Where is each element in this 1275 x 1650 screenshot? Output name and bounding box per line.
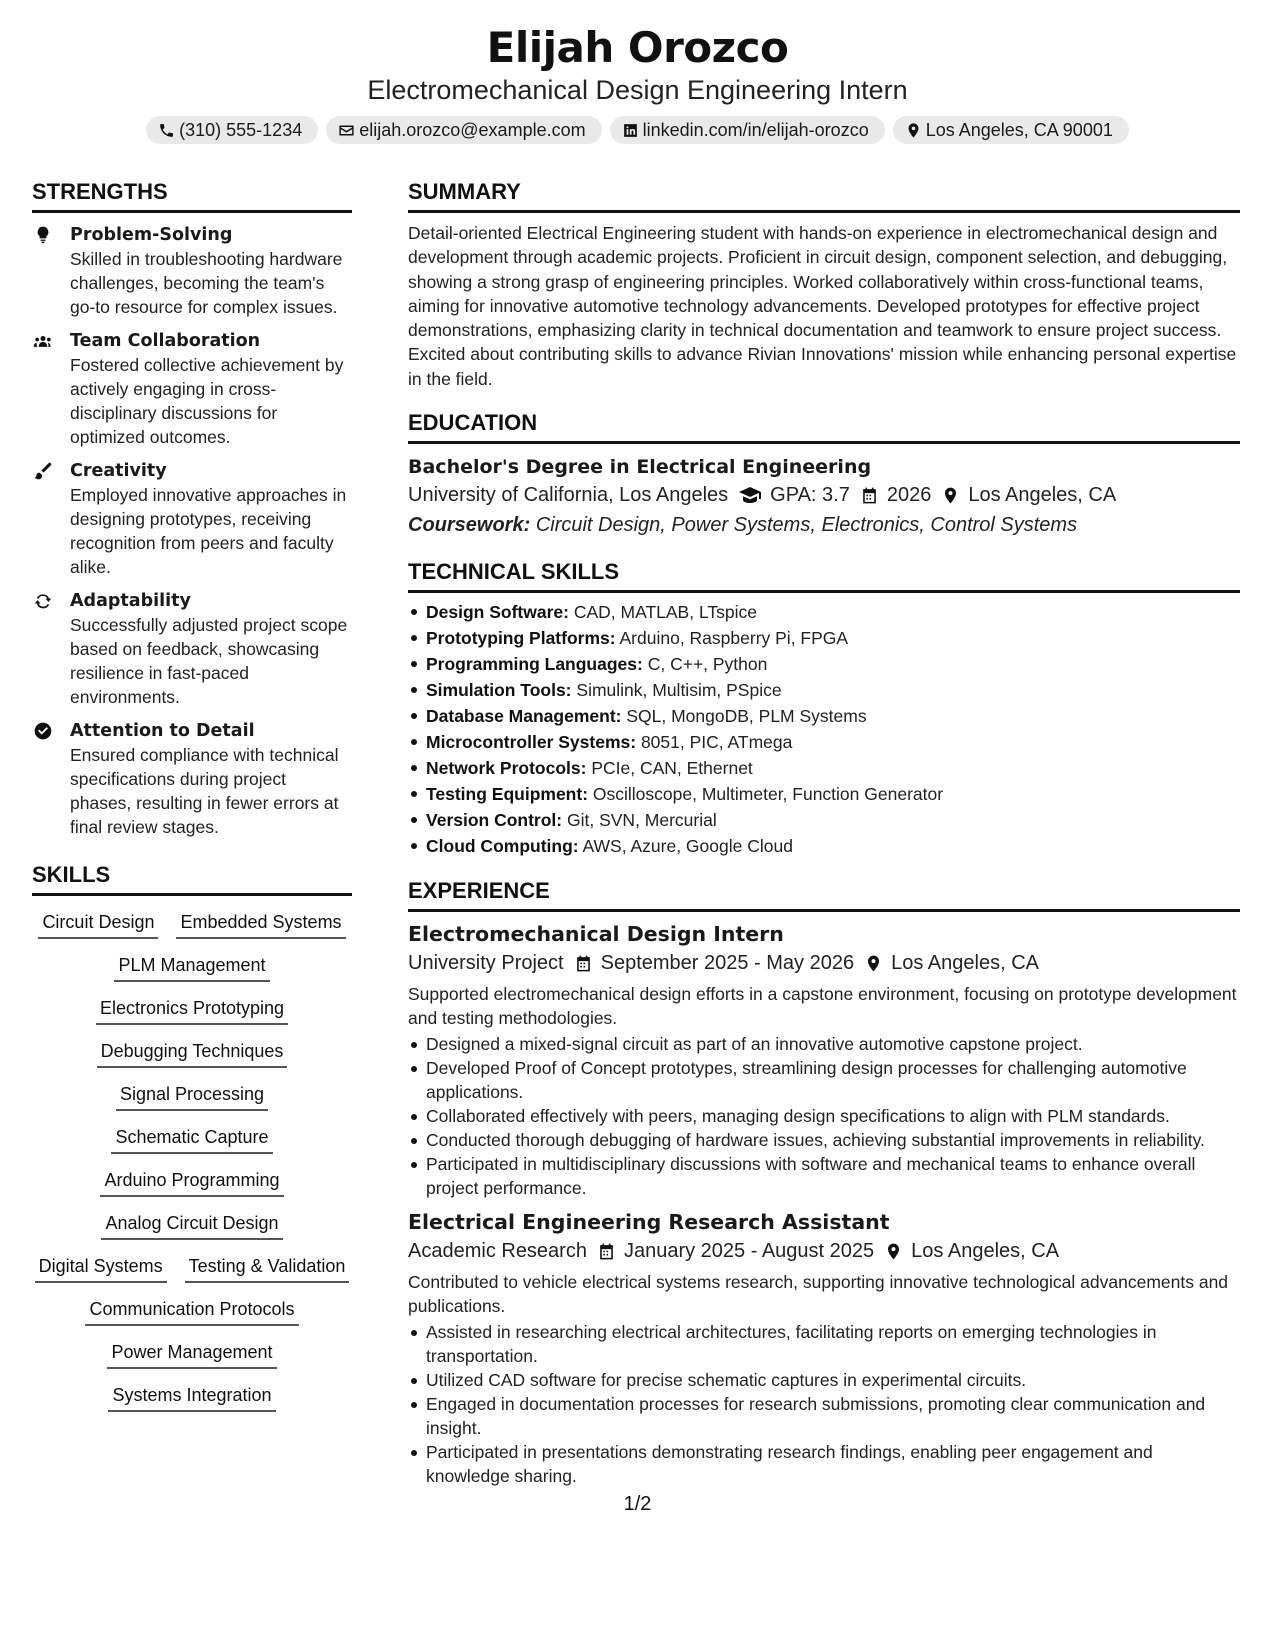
- list-item: Engaged in documentation processes for research submissions, promoting clear communication and insight.: [408, 1392, 1240, 1440]
- school-location: Los Angeles, CA: [968, 484, 1117, 507]
- technical-skills-section: [408, 558, 1240, 859]
- skill-tag: PLM Management: [114, 953, 269, 982]
- job-dates: September 2025 - May 2026: [600, 952, 855, 975]
- job-location: Los Angeles, CA: [911, 1240, 1060, 1263]
- technical-skills-heading: TECHNICAL SKILLS: [408, 558, 1240, 593]
- job-entry: [408, 1208, 1240, 1488]
- job-org: University Project: [408, 952, 564, 975]
- job-location: Los Angeles, CA: [891, 952, 1039, 975]
- map-pin-icon: [941, 486, 960, 505]
- map-pin-icon: [905, 122, 922, 139]
- resume-header: [0, 22, 1275, 144]
- contact-email-text: elijah.orozco@example.com: [359, 120, 586, 140]
- right-column: [408, 178, 1240, 1488]
- coursework-list: Circuit Design, Power Systems, Electronics, Control Systems: [535, 514, 1078, 537]
- coursework-label: Coursework:: [408, 514, 531, 537]
- tech-skill-value: Git, SVN, Mercurial: [567, 810, 717, 831]
- tech-skill-label: Version Control:: [426, 810, 563, 831]
- graduation-cap-icon: [738, 483, 762, 507]
- contact-bar: [0, 116, 1275, 144]
- job-meta: [408, 948, 1240, 978]
- calendar-icon: [574, 954, 593, 973]
- list-item: [408, 651, 1240, 677]
- strength-title: Adaptability: [70, 591, 191, 611]
- list-item: Collaborated effectively with peers, managing design specifications to align with PLM standards.: [408, 1104, 1240, 1128]
- map-pin-icon: [884, 1242, 903, 1261]
- job-description: Contributed to vehicle electrical systems research, supporting innovative technological advancements and publications.: [408, 1272, 1229, 1317]
- job-org: Academic Research: [408, 1240, 587, 1263]
- strength-item: [32, 223, 352, 319]
- skill-tag: Analog Circuit Design: [101, 1211, 282, 1240]
- job-entry: [408, 920, 1240, 1200]
- tech-skill-value: SQL, MongoDB, PLM Systems: [626, 706, 867, 727]
- tech-skill-value: 8051, PIC, ATmega: [640, 732, 793, 753]
- job-title: Electromechanical Design Intern: [408, 922, 784, 947]
- contact-linkedin[interactable]: [610, 116, 885, 144]
- strength-title: Team Collaboration: [70, 331, 261, 351]
- list-item: Assisted in researching electrical architectures, facilitating reports on emerging technologies in transportation.: [408, 1320, 1240, 1368]
- summary-section: [408, 178, 1240, 391]
- strength-item: [32, 329, 352, 449]
- list-item: [408, 625, 1240, 651]
- contact-email[interactable]: [326, 116, 601, 144]
- skill-tag: Systems Integration: [108, 1383, 275, 1412]
- contact-phone-text: (310) 555-1234: [179, 120, 303, 140]
- job-description: Supported electromechanical design efforts in a capstone environment, focusing on prototype development and testing methodologies.: [408, 984, 1237, 1029]
- experience-heading: EXPERIENCE: [408, 877, 1240, 912]
- education-heading: EDUCATION: [408, 409, 1240, 444]
- list-item: Participated in multidisciplinary discussions with software and mechanical teams to enhance overall project performance.: [408, 1152, 1240, 1200]
- list-item: [408, 599, 1240, 625]
- list-item: [408, 703, 1240, 729]
- tech-skill-value: CAD, MATLAB, LTspice: [573, 602, 757, 623]
- candidate-role: Electromechanical Design Engineering Intern: [367, 75, 908, 105]
- list-item: Conducted thorough debugging of hardware issues, achieving substantial improvements in reliability.: [408, 1128, 1240, 1152]
- strength-item: [32, 589, 352, 709]
- skill-tag: Arduino Programming: [100, 1168, 283, 1197]
- job-dates: January 2025 - August 2025: [623, 1240, 875, 1263]
- list-item: Developed Proof of Concept prototypes, streamlining design processes for challenging automotive applications.: [408, 1056, 1240, 1104]
- education-section: [408, 409, 1240, 540]
- list-item: Participated in presentations demonstrating research findings, enabling peer engagement and knowledge sharing.: [408, 1440, 1240, 1488]
- experience-section: [408, 877, 1240, 1488]
- strength-title: Attention to Detail: [70, 721, 255, 741]
- strength-desc: Skilled in troubleshooting hardware challenges, becoming the team's go-to resource for complex issues.: [70, 249, 343, 317]
- envelope-icon: [338, 122, 355, 139]
- job-bullets: [408, 1320, 1240, 1488]
- school-name: University of California, Los Angeles: [408, 484, 729, 507]
- list-item: [408, 781, 1240, 807]
- tech-skill-value: Arduino, Raspberry Pi, FPGA: [619, 628, 849, 649]
- list-item: Designed a mixed-signal circuit as part of an innovative automotive capstone project.: [408, 1032, 1240, 1056]
- users-icon: [33, 331, 53, 351]
- tech-skill-label: Programming Languages:: [426, 654, 643, 675]
- grad-year: 2026: [886, 484, 932, 507]
- contact-phone[interactable]: [146, 116, 318, 144]
- list-item: [408, 807, 1240, 833]
- strength-desc: Employed innovative approaches in designing prototypes, receiving recognition from peers and faculty alike.: [70, 485, 347, 577]
- strengths-section: [32, 178, 352, 839]
- strength-desc: Successfully adjusted project scope based on feedback, showcasing resilience in fast-paced environments.: [70, 615, 348, 707]
- contact-location: [893, 116, 1129, 144]
- tech-skill-value: PCIe, CAN, Ethernet: [591, 758, 753, 779]
- left-column: [32, 178, 352, 1412]
- check-circle-icon: [33, 721, 53, 741]
- list-item: [408, 729, 1240, 755]
- skill-tag: Circuit Design: [38, 910, 158, 939]
- tech-skill-value: Oscilloscope, Multimeter, Function Generator: [592, 784, 944, 805]
- job-meta: [408, 1236, 1240, 1266]
- tech-skill-label: Cloud Computing:: [426, 836, 579, 857]
- skill-tag: Embedded Systems: [176, 910, 345, 939]
- map-pin-icon: [864, 954, 883, 973]
- strengths-heading: STRENGTHS: [32, 178, 352, 213]
- strength-desc: Fostered collective achievement by actively engaging in cross-disciplinary discussions for optimized outcomes.: [70, 355, 344, 447]
- tech-skill-value: C, C++, Python: [647, 654, 768, 675]
- tech-skill-label: Testing Equipment:: [426, 784, 589, 805]
- tech-skill-label: Prototyping Platforms:: [426, 628, 616, 649]
- list-item: Utilized CAD software for precise schematic captures in experimental circuits.: [408, 1368, 1240, 1392]
- list-item: [408, 833, 1240, 859]
- paintbrush-icon: [33, 461, 53, 481]
- summary-text: Detail-oriented Electrical Engineering student with hands-on experience in electromechanical design and development through academic projects. Proficient in circuit design, component selection, and debugging, showing a strong grasp of engineering principles. Worked collaboratively within cross-functional teams, aiming for innovative automotive technology advancements. Developed prototypes for effective project demonstrations, emphasizing clarity in technical documentation and teamwork to ensure project success. Excited about contributing skills to advance Rivian Innovations' mission while enhancing personal expertise in the field.: [408, 223, 1237, 389]
- strength-item: [32, 459, 352, 579]
- page-number: 1/2: [623, 1493, 652, 1515]
- tech-skill-value: Simulink, Multisim, PSpice: [576, 680, 782, 701]
- strength-desc: Ensured compliance with technical specifications during project phases, resulting in fewer errors at final review stages.: [70, 745, 339, 837]
- skill-tag: Communication Protocols: [85, 1297, 298, 1326]
- tech-skill-label: Database Management:: [426, 706, 622, 727]
- tech-skill-label: Design Software:: [426, 602, 569, 623]
- skill-tag: Electronics Prototyping: [96, 996, 288, 1025]
- calendar-icon: [597, 1242, 616, 1261]
- education-meta: [408, 480, 1240, 510]
- skill-tag: Schematic Capture: [111, 1125, 272, 1154]
- tech-skill-label: Simulation Tools:: [426, 680, 572, 701]
- skill-tag: Digital Systems: [35, 1254, 167, 1283]
- sync-icon: [33, 591, 53, 611]
- skill-tag: Power Management: [107, 1340, 276, 1369]
- degree-title: Bachelor's Degree in Electrical Engineering: [408, 456, 872, 479]
- strength-item: [32, 719, 352, 839]
- technical-skills-list: [408, 599, 1240, 859]
- tech-skill-value: AWS, Azure, Google Cloud: [582, 836, 793, 857]
- linkedin-icon: [622, 122, 639, 139]
- tech-skill-label: Network Protocols:: [426, 758, 587, 779]
- contact-linkedin-text: linkedin.com/in/elijah-orozco: [642, 120, 869, 140]
- gpa: GPA: 3.7: [770, 484, 850, 507]
- candidate-name: Elijah Orozco: [486, 23, 789, 72]
- skills-section: [32, 861, 352, 1412]
- summary-heading: SUMMARY: [408, 178, 1240, 213]
- contact-location-text: Los Angeles, CA 90001: [925, 120, 1113, 140]
- skill-tag-list: [32, 910, 352, 1412]
- skill-tag: Debugging Techniques: [97, 1039, 288, 1068]
- list-item: [408, 755, 1240, 781]
- skill-tag: Testing & Validation: [185, 1254, 350, 1283]
- calendar-icon: [860, 486, 879, 505]
- strength-title: Creativity: [70, 461, 167, 481]
- coursework: [408, 510, 1240, 540]
- skill-tag: Signal Processing: [116, 1082, 268, 1111]
- tech-skill-label: Microcontroller Systems:: [426, 732, 637, 753]
- job-title: Electrical Engineering Research Assistant: [408, 1210, 890, 1235]
- list-item: [408, 677, 1240, 703]
- skills-heading: SKILLS: [32, 861, 352, 896]
- job-bullets: [408, 1032, 1240, 1200]
- strength-title: Problem-Solving: [70, 225, 233, 245]
- lightbulb-icon: [33, 225, 53, 245]
- phone-icon: [158, 122, 175, 139]
